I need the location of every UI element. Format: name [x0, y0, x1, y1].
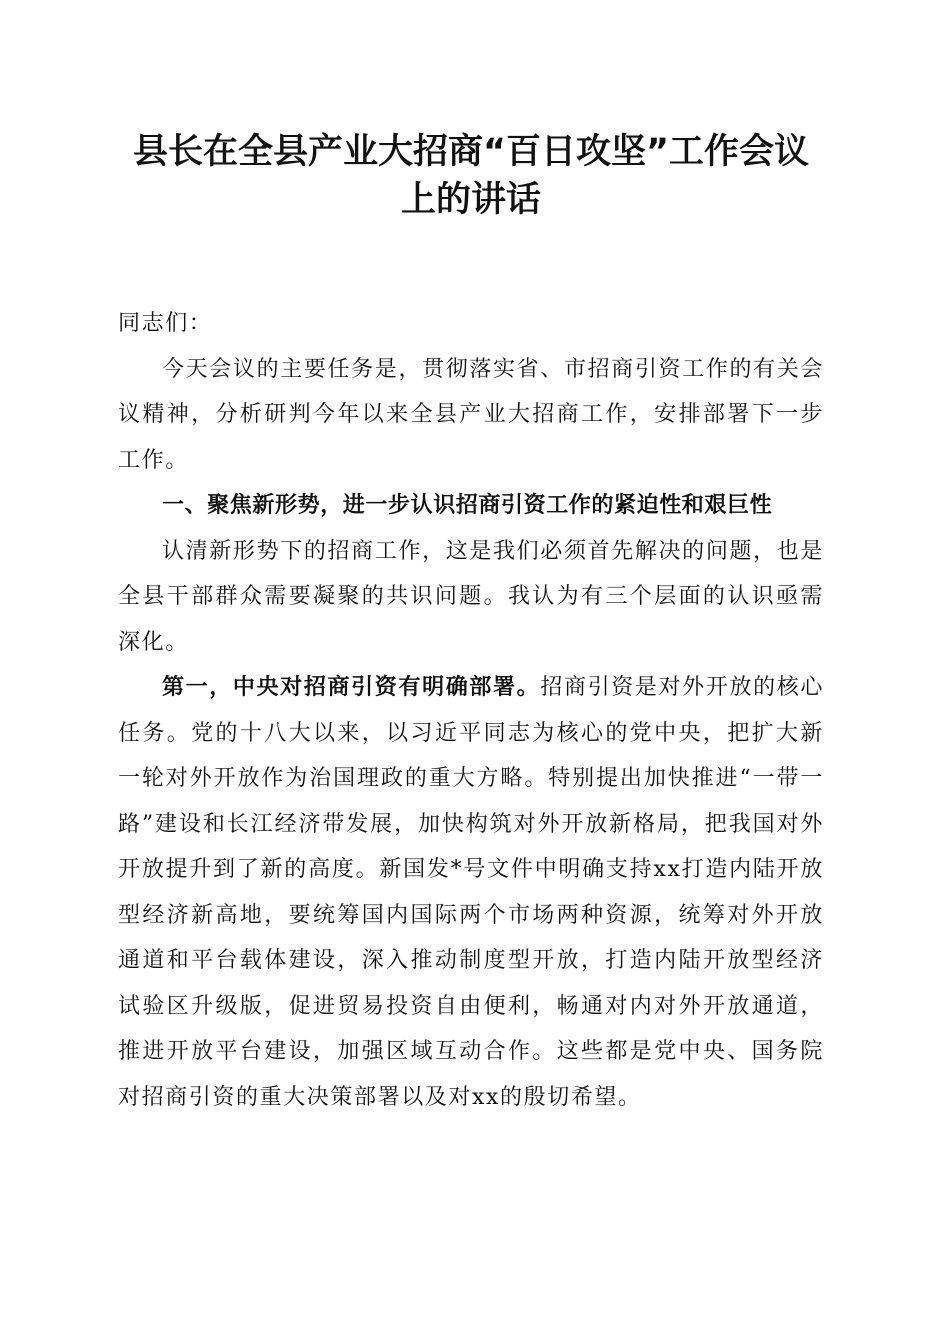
title-line-1: 县长在全县产业大招商“百日攻坚”工作会议	[132, 132, 809, 172]
section-1-paragraph: 认清新形势下的招商工作，这是我们必须首先解决的问题，也是全县干部群众需要凝聚的共识问题。我认为有三个层面的认识亟需深化。	[118, 538, 824, 655]
section-1-heading: 一、聚焦新形势，进一步认识招商引资工作的紧迫性和艰巨性	[162, 493, 773, 518]
document-body	[118, 128, 824, 1120]
intro-paragraph: 今天会议的主要任务是，贯彻落实省、市招商引资工作的有关会议精神，分析研判今年以来全县产业大招商工作，安排部署下一步工作。	[118, 356, 824, 473]
document-title	[118, 128, 824, 224]
document-content	[118, 301, 824, 1120]
point-1-paragraph	[118, 665, 824, 1120]
title-line-2: 上的讲话	[400, 180, 541, 220]
point-1-lead: 第一，中央对招商引资有明确部署。	[162, 674, 541, 700]
salutation: 同志们：	[118, 311, 213, 336]
point-1-text: 招商引资是对外开放的核心任务。党的十八大以来，以习近平同志为核心的党中央，把扩大新一轮对外开放作为治国理政的重大方略。特别提出加快推进“一带一路”建设和长江经济带发展，加快构筑对外开放新格局，把我国对外开放提升到了新的高度。新国发*号文件中明确支持xx打造内陆开放型经济新高地，要统筹国内国际两个市场两种资源，统筹对外开放通道和平台载体建设，深入推动制度型开放，打造内陆开放型经济试验区升级版，促进贸易投资自由便利，畅通对内对外开放通道，推进开放平台建设，加强区域互动合作。这些都是党中央、国务院对招商引资的重大决策部署以及对xx的殷切希望。	[118, 675, 824, 1110]
